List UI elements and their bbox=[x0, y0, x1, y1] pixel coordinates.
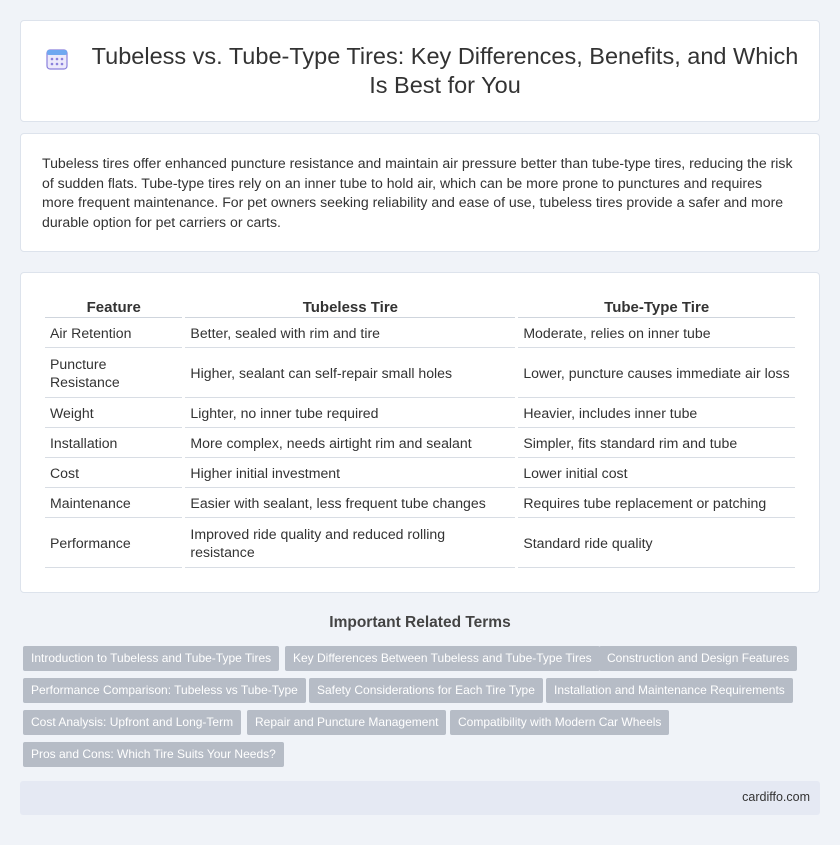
related-term-tag[interactable]: Key Differences Between Tubeless and Tube-Type Tires bbox=[285, 646, 600, 671]
related-term-tag[interactable]: Construction and Design Features bbox=[599, 646, 797, 671]
header-tube-type: Tube-Type Tire bbox=[518, 292, 795, 318]
comparison-table bbox=[42, 292, 798, 568]
comparison-card bbox=[20, 272, 820, 593]
table-cell: Puncture Resistance bbox=[45, 348, 182, 398]
footer bbox=[20, 781, 820, 815]
table-row bbox=[45, 318, 795, 348]
table-cell: Higher initial investment bbox=[185, 458, 515, 488]
header-feature: Feature bbox=[45, 292, 182, 318]
header-tubeless: Tubeless Tire bbox=[185, 292, 515, 318]
related-term-tag[interactable]: Performance Comparison: Tubeless vs Tube-Type bbox=[23, 678, 306, 703]
related-term-tag[interactable]: Introduction to Tubeless and Tube-Type Tires bbox=[23, 646, 279, 671]
table-cell: More complex, needs airtight rim and sealant bbox=[185, 428, 515, 458]
table-cell: Requires tube replacement or patching bbox=[518, 488, 795, 518]
table-cell: Maintenance bbox=[45, 488, 182, 518]
table-cell: Weight bbox=[45, 398, 182, 428]
table-cell: Performance bbox=[45, 518, 182, 568]
table-cell: Better, sealed with rim and tire bbox=[185, 318, 515, 348]
table-row bbox=[45, 348, 795, 398]
related-term-tag[interactable]: Cost Analysis: Upfront and Long-Term bbox=[23, 710, 241, 735]
table-row bbox=[45, 398, 795, 428]
related-term-tag[interactable]: Installation and Maintenance Requirements bbox=[546, 678, 793, 703]
related-term-tag[interactable]: Compatibility with Modern Car Wheels bbox=[450, 710, 669, 735]
table-cell: Lower, puncture causes immediate air loss bbox=[518, 348, 795, 398]
table-row bbox=[45, 518, 795, 568]
table-cell: Air Retention bbox=[45, 318, 182, 348]
intro-paragraph: Tubeless tires offer enhanced puncture resistance and maintain air pressure better than tube-type tires, reducing the risk of sudden flats. Tube-type tires rely on an inner tube to hold air, which can be more prone to punctures and requires more frequent maintenance. For pet owners seeking reliability and ease of use, tubeless tires provide a safer and more durable option for pet carriers or carts. bbox=[42, 155, 793, 230]
table-cell: Lower initial cost bbox=[518, 458, 795, 488]
table-cell: Lighter, no inner tube required bbox=[185, 398, 515, 428]
table-row bbox=[45, 488, 795, 518]
table-row bbox=[45, 428, 795, 458]
related-term-tag[interactable]: Safety Considerations for Each Tire Type bbox=[309, 678, 543, 703]
table-cell: Higher, sealant can self-repair small holes bbox=[185, 348, 515, 398]
table-cell: Moderate, relies on inner tube bbox=[518, 318, 795, 348]
table-cell: Cost bbox=[45, 458, 182, 488]
related-terms-heading: Important Related Terms bbox=[329, 614, 511, 631]
title-card bbox=[20, 20, 820, 122]
table-cell: Standard ride quality bbox=[518, 518, 795, 568]
related-term-tag[interactable]: Pros and Cons: Which Tire Suits Your Needs? bbox=[23, 742, 284, 767]
table-row bbox=[45, 458, 795, 488]
table-header-row bbox=[45, 292, 795, 318]
table-cell: Installation bbox=[45, 428, 182, 458]
footer-site-link[interactable]: cardiffo.com bbox=[742, 790, 810, 804]
table-cell: Improved ride quality and reduced rolling resistance bbox=[185, 518, 515, 568]
intro-card bbox=[20, 133, 820, 252]
related-term-tag[interactable]: Repair and Puncture Management bbox=[247, 710, 446, 735]
page-title: Tubeless vs. Tube-Type Tires: Key Differences, Benefits, and Which Is Best for You bbox=[91, 43, 799, 98]
table-cell: Simpler, fits standard rim and tube bbox=[518, 428, 795, 458]
table-cell: Heavier, includes inner tube bbox=[518, 398, 795, 428]
table-cell: Easier with sealant, less frequent tube changes bbox=[185, 488, 515, 518]
